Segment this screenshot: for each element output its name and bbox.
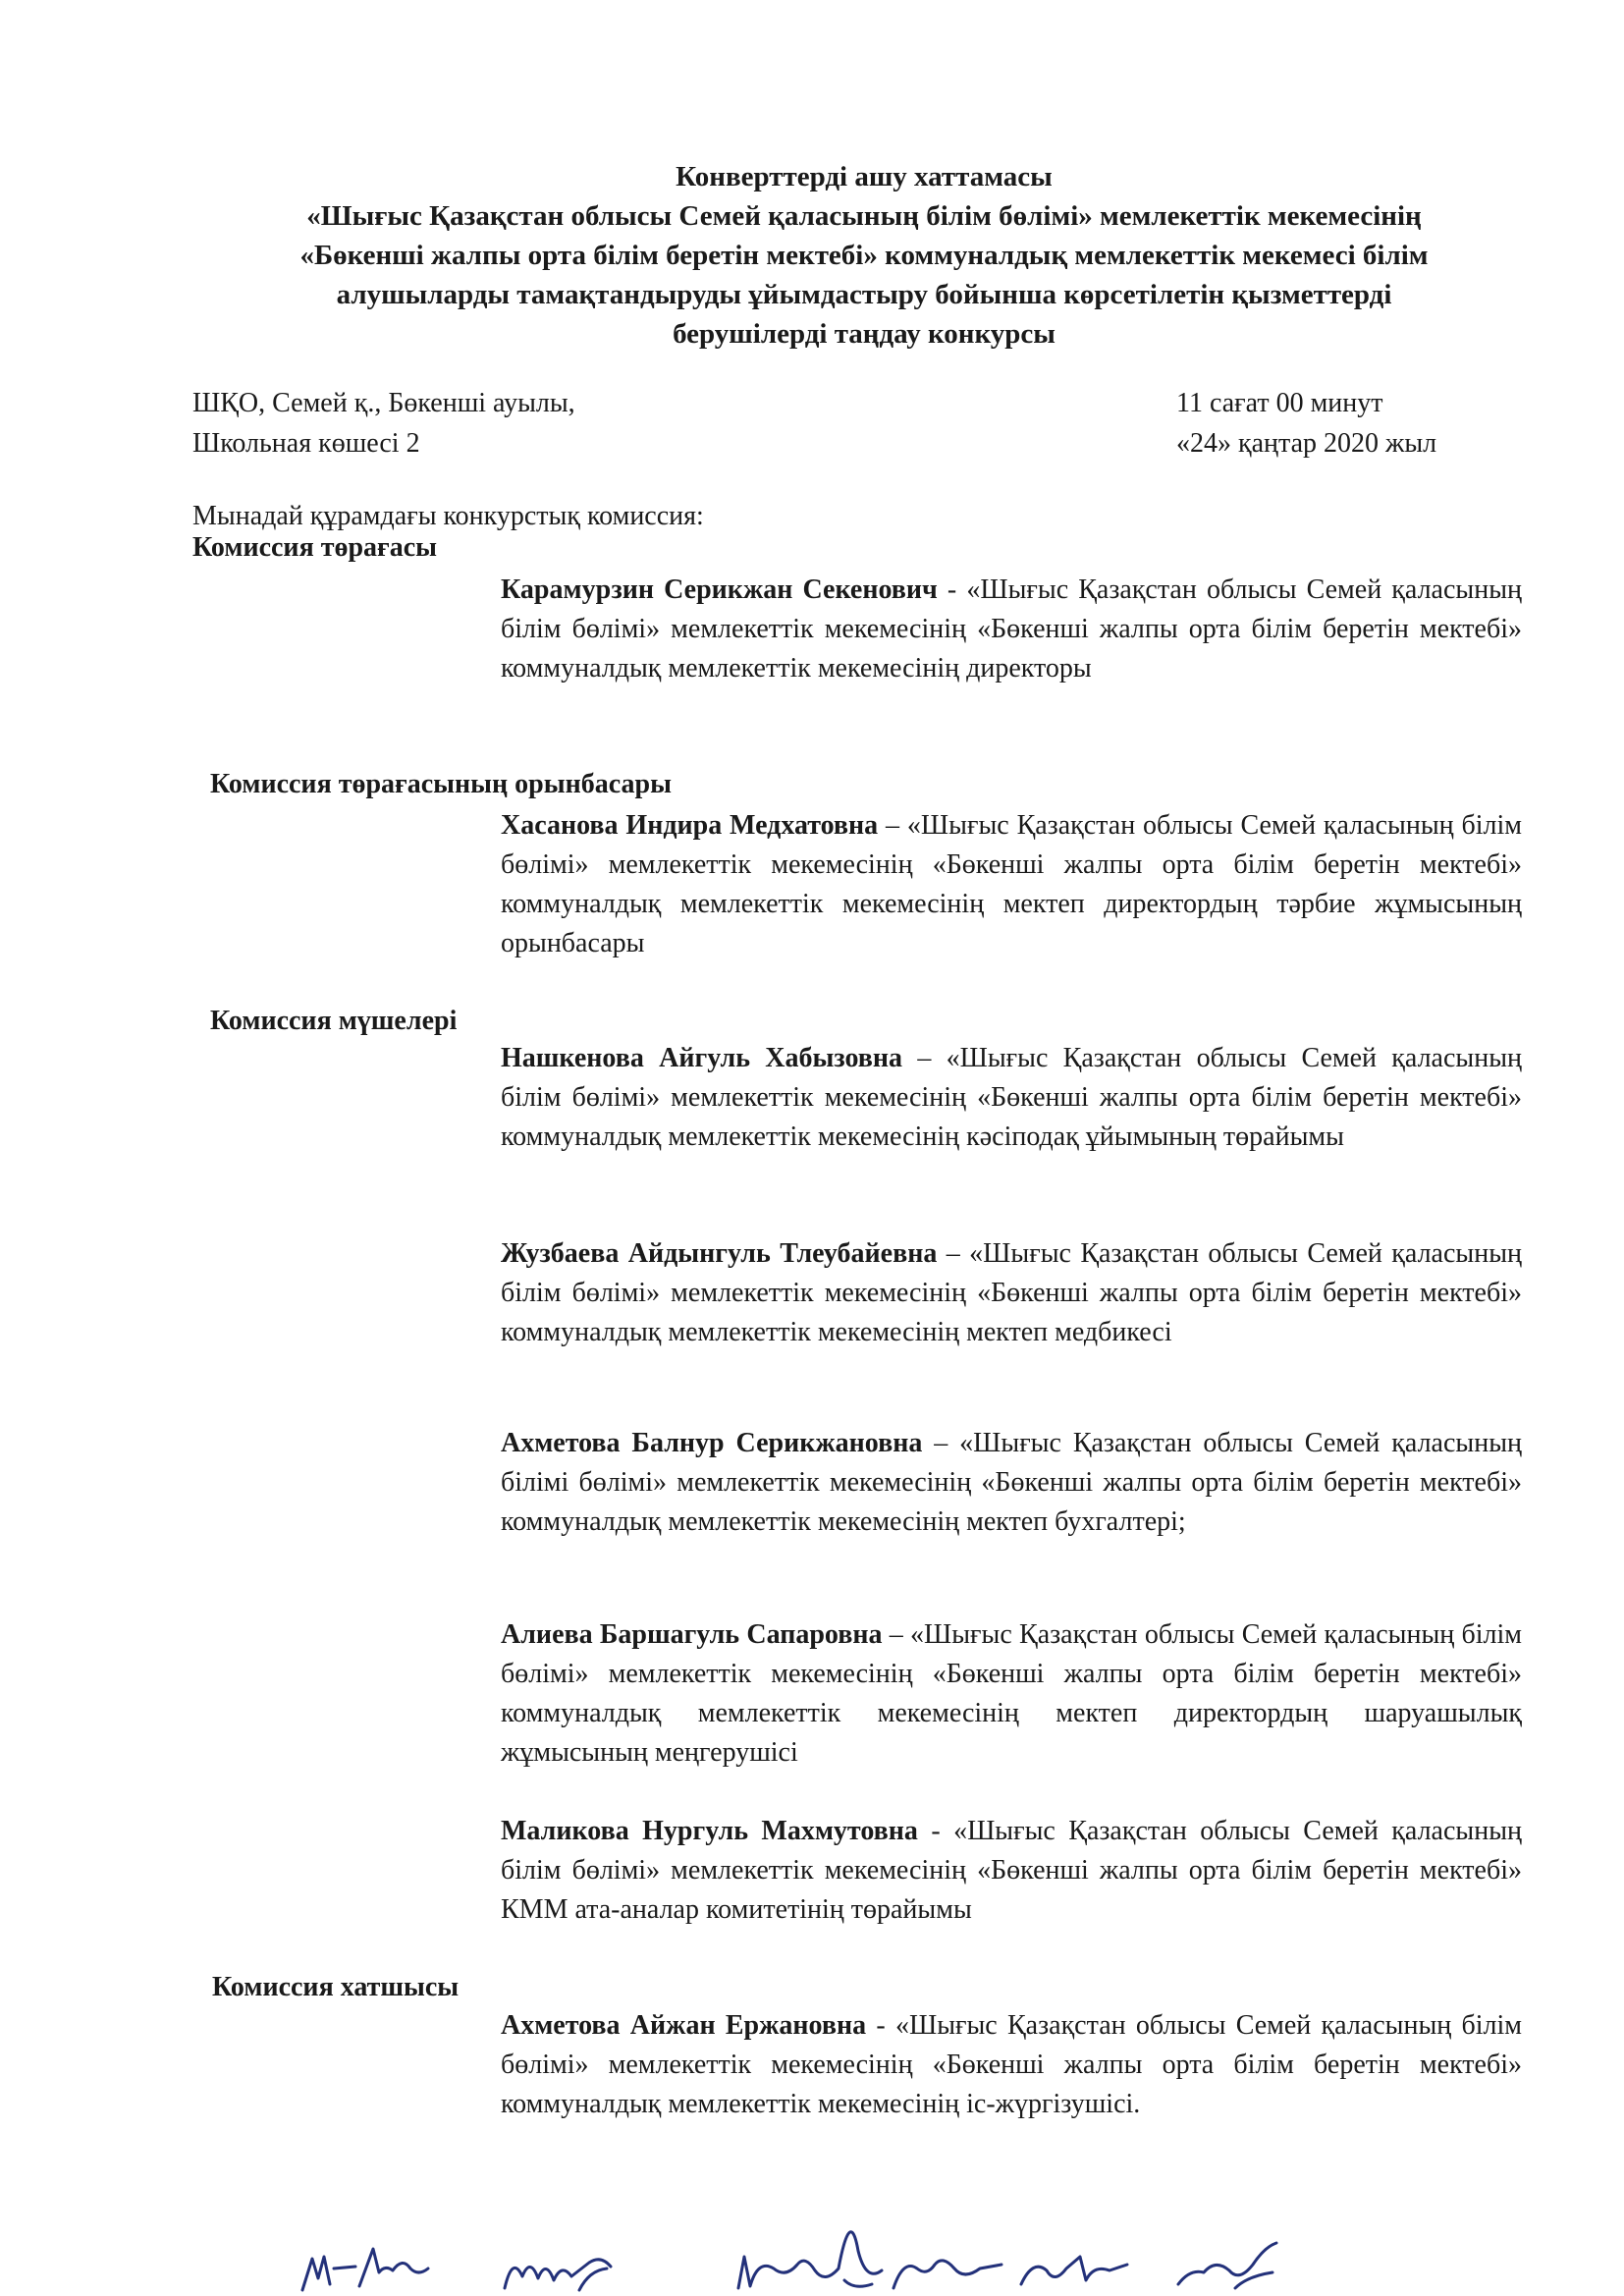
member-name: Маликова Нургуль Махмутовна bbox=[501, 1816, 918, 1846]
secretary-heading: Комиссия хатшысы bbox=[212, 1972, 460, 2002]
member-entry bbox=[501, 1039, 1522, 1157]
member-entry bbox=[501, 1424, 1522, 1542]
chair-entry bbox=[501, 571, 1522, 688]
place-line-2: Школьная көшесі 2 bbox=[192, 428, 420, 459]
date-time-block bbox=[1176, 383, 1436, 464]
title-line-5: берушілерді таңдау конкурсы bbox=[673, 318, 1056, 350]
member-description: - «Шығыс Қазақстан облысы Семей қаласының білім бөлімі» мемлекеттік мекемесінің «Бөкенші жалпы орта білім беретін мектебі» коммуналдық мемлекеттік мекемесінің іс-жүргізушісі. bbox=[501, 2010, 1522, 2119]
member-description: – «Шығыс Қазақстан облысы Семей қаласының білімі бөлімі» мемлекеттік мекемесінің «Бөкенші жалпы орта білім беретін мектебі» коммуналдық мемлекеттік мекемесінің мектеп бухгалтері; bbox=[501, 1428, 1522, 1537]
members-heading: Комиссия мүшелері bbox=[210, 1006, 458, 1036]
place-line-1: ШҚО, Семей қ., Бөкенші ауылы, bbox=[192, 388, 575, 418]
member-name: Жузбаева Айдынгуль Тлеубайевна bbox=[501, 1238, 938, 1269]
member-entry bbox=[501, 1812, 1522, 1930]
deputy-entry bbox=[501, 806, 1522, 963]
member-entry bbox=[501, 1234, 1522, 1352]
member-name: Карамурзин Серикжан Секенович bbox=[501, 574, 938, 605]
deputy-heading: Комиссия төрағасының орынбасары bbox=[210, 769, 672, 799]
member-name: Ахметова Айжан Ержановна bbox=[501, 2010, 867, 2041]
member-description: – «Шығыс Қазақстан облысы Семей қаласының білім бөлімі» мемлекеттік мекемесінің «Бөкенші жалпы орта білім беретін мектебі» коммуналдық мемлекеттік мекемесінің мектеп медбикесі bbox=[501, 1238, 1522, 1347]
time-line: 11 сағат 00 минут bbox=[1176, 388, 1383, 418]
date-line: «24» қаңтар 2020 жыл bbox=[1176, 428, 1437, 459]
title-line-2: «Шығыс Қазақстан облысы Семей қаласының білім бөлімі» мемлекеттік мекемесінің bbox=[306, 200, 1422, 232]
secretary-entry bbox=[501, 2006, 1522, 2124]
member-description: – «Шығыс Қазақстан облысы Семей қаласының білім бөлімі» мемлекеттік мекемесінің «Бөкенші жалпы орта білім беретін мектебі» коммуналдық мемлекеттік мекемесінің кәсіподақ ұйымының төрайымы bbox=[501, 1043, 1522, 1152]
title-line-1: Конверттерді ашу хаттамасы bbox=[676, 161, 1053, 192]
member-name: Алиева Баршагуль Сапаровна bbox=[501, 1619, 883, 1650]
title-line-4: алушыларды тамақтандыруды ұйымдастыру бойынша көрсетілетін қызметтерді bbox=[336, 279, 1392, 310]
title-line-3: «Бөкенші жалпы орта білім беретін мектебі» коммуналдық мемлекеттік мекемесі білім bbox=[299, 240, 1429, 271]
member-description: – «Шығыс Қазақстан облысы Семей қаласының білім бөлімі» мемлекеттік мекемесінің «Бөкенші жалпы орта білім беретін мектебі» коммуналдық мемлекеттік мекемесінің мектеп директордың тәрбие жұмысының орынбасары bbox=[501, 810, 1522, 958]
member-description: - «Шығыс Қазақстан облысы Семей қаласының білім бөлімі» мемлекеттік мекемесінің «Бөкенші жалпы орта білім беретін мектебі» коммуналдық мемлекеттік мекемесінің директоры bbox=[501, 574, 1522, 683]
handwritten-signatures-icon bbox=[295, 2200, 1571, 2296]
document-title bbox=[177, 157, 1551, 354]
member-entry bbox=[501, 1615, 1522, 1773]
chair-heading: Комиссия төрағасы bbox=[192, 532, 438, 563]
member-name: Хасанова Индира Медхатовна bbox=[501, 810, 879, 841]
member-description: - «Шығыс Қазақстан облысы Семей қаласының білім бөлімі» мемлекеттік мекемесінің «Бөкенші жалпы орта білім беретін мектебі» КММ ата-аналар комитетінің төрайымы bbox=[501, 1816, 1523, 1925]
intro-text: Мынадай құрамдағы конкурстық комиссия: bbox=[192, 501, 704, 531]
place-block bbox=[192, 383, 575, 464]
member-description: – «Шығыс Қазақстан облысы Семей қаласының білім бөлімі» мемлекеттік мекемесінің «Бөкенші жалпы орта білім беретін мектебі» коммуналдық мемлекеттік мекемесінің мектеп директордың шаруашылық жұмысының меңгерушісі bbox=[501, 1619, 1522, 1768]
member-name: Ахметова Балнур Серикжановна bbox=[501, 1428, 923, 1458]
member-name: Нашкенова Айгуль Хабызовна bbox=[501, 1043, 903, 1073]
